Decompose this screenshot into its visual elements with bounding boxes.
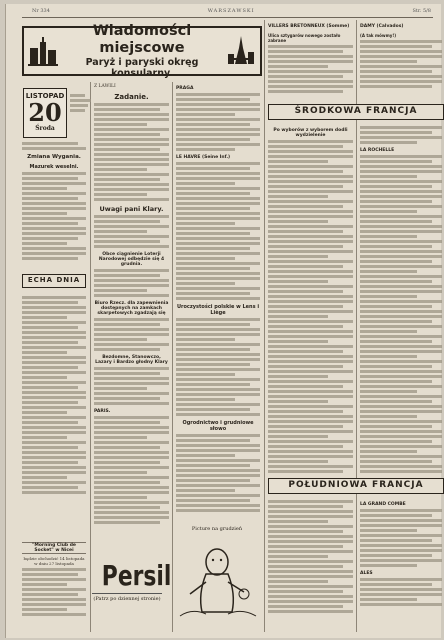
column-4-bottom — [268, 498, 353, 632]
headline: PARIS. — [94, 409, 111, 414]
headline: VILLERS BRETONNEUX (Somme) — [268, 24, 350, 29]
page-right-label: Str. 5/8 — [412, 7, 431, 14]
city-skyline-icon — [24, 31, 62, 71]
headline: (A tak mówmy!) — [360, 33, 397, 38]
column-1-top — [22, 140, 86, 270]
headline: Uwagi pani Klary. — [99, 205, 164, 213]
page-header — [6, 4, 441, 17]
page-number: Nr 334 — [32, 7, 50, 14]
newspaper-name: WARSZAWSKI — [207, 7, 255, 14]
headline: Po wyborów z wyborem dodli wydzielenie — [273, 128, 348, 138]
headline: Bezdomne, Stanowczo, Lazary i Bardzo głodny Klary — [95, 355, 168, 365]
headline: Ulica sztygarów nowego zostało zabrane — [268, 33, 341, 43]
headline: Biuro Rzecz. dla zapewnienia dostępnych na zamkach skarpetowych zgadzają się — [94, 301, 169, 316]
illustration — [172, 526, 262, 630]
headline: Zmiana Wygania. — [27, 154, 81, 160]
calendar-box — [23, 88, 91, 138]
calendar-weekday: Środa — [35, 125, 55, 132]
headline: Ogrodnictwo i grudniowe słowo — [182, 420, 254, 432]
headline: LE HAVRE (Seine Inf.) — [176, 155, 231, 160]
banner-title: Wiadomości miejscowe — [92, 23, 192, 56]
header-rule — [22, 17, 433, 18]
headline: LA ROCHELLE — [360, 148, 395, 153]
persil-brand: Persil — [101, 559, 172, 592]
persil-advertisement — [92, 559, 172, 631]
column-5-top — [360, 20, 442, 100]
headline: Uroczystości polskie w Lens i Liège — [176, 304, 260, 316]
headline: Obce ciągnienie Loterji Narodowej odbędzie się 4 grudnia. — [98, 252, 165, 267]
column-5-body — [360, 124, 442, 474]
illustration-caption: Picture na grudzień — [191, 526, 243, 532]
box-text: będzie obchodzić 14 listopada w dniu 27 listopada — [23, 556, 85, 566]
section-echa-dnia: ECHA DNIA — [22, 274, 86, 288]
newspaper-page — [5, 4, 441, 638]
banner-subtitle: Paryż i paryski okręg konsularny. — [85, 57, 199, 79]
column-rule — [264, 20, 265, 632]
box-headline: "Morning Club de Socket" w Nicei — [22, 542, 86, 554]
column-1-box — [22, 538, 86, 632]
calendar-day: 20 — [28, 98, 62, 127]
column-2 — [94, 82, 169, 554]
local-news-banner — [22, 23, 262, 79]
section-srodkowa-francja: ŚRODKOWA FRANCJA — [268, 104, 444, 120]
headline: Mazurek weselni. — [29, 164, 79, 170]
column-3 — [176, 82, 260, 522]
calendar-month: LISTOPAD — [25, 92, 65, 100]
column-4-body — [268, 124, 353, 474]
headline: LA GRAND COMBE — [360, 502, 406, 507]
column-rule — [90, 82, 91, 632]
column-4-top — [268, 20, 353, 98]
cartoon-figure-icon — [172, 534, 262, 624]
persil-caption: (Patrz po dziennej stronie) — [92, 593, 162, 602]
section-poludniowa-francja: POŁUDNIOWA FRANCJA — [268, 478, 444, 494]
column-1-body — [22, 294, 86, 534]
headline: ALES — [360, 571, 373, 576]
headline: PRAGA — [176, 86, 194, 91]
section-label: Z LAWILI — [94, 84, 116, 89]
headline: Zadanie. — [114, 93, 149, 101]
column-5-bottom — [360, 498, 442, 632]
headline: DAMY (Calvados) — [360, 24, 404, 29]
eiffel-tower-icon — [222, 31, 260, 71]
